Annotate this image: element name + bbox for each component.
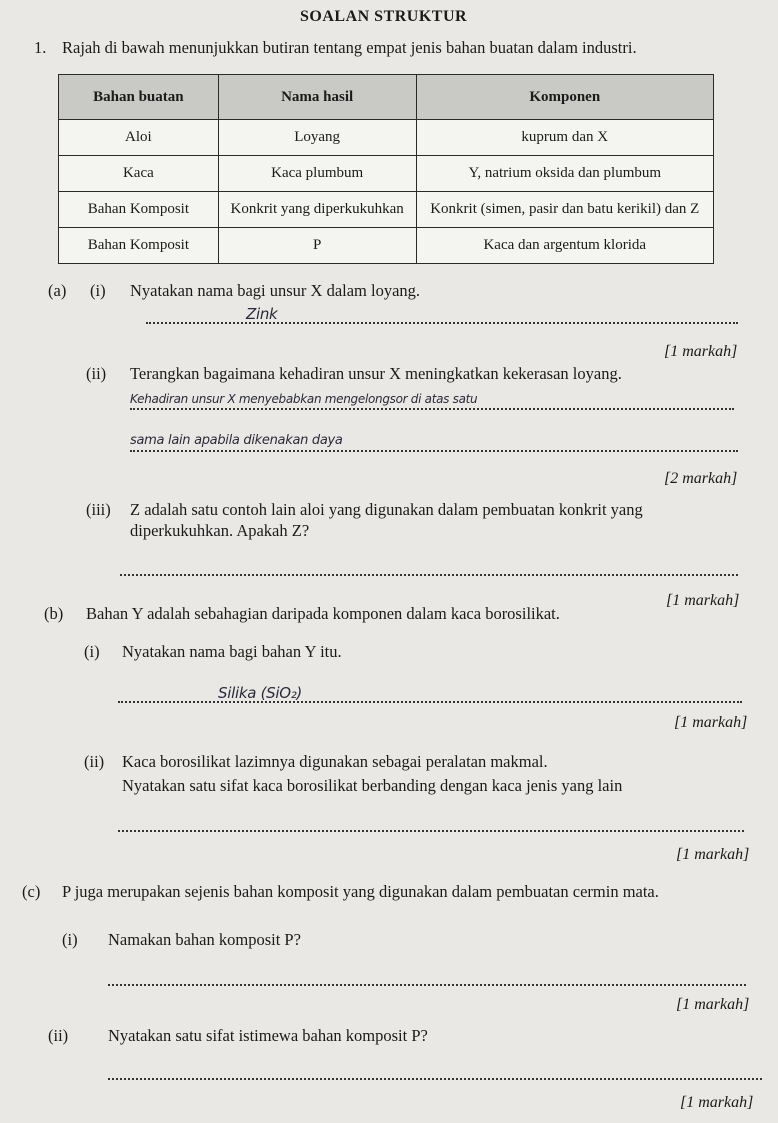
part-c-ii-label: (ii): [48, 1026, 69, 1045]
part-b-i-answer: Silika (SiO₂): [218, 684, 302, 702]
marks-label: [1 markah]: [666, 592, 740, 609]
part-c-label: (c): [22, 882, 41, 901]
marks-label: [1 markah]: [676, 846, 750, 863]
part-a-i-label: (i): [90, 281, 106, 300]
part-b-i-label: (i): [84, 642, 100, 661]
part-c-i-label: (i): [62, 930, 78, 949]
part-a-i-answer: Zink: [246, 305, 278, 323]
table-header-row: [59, 75, 714, 120]
marks-label: [2 markah]: [664, 470, 738, 487]
part-a-iii-question-line-2: diperkukuhkan. Apakah Z?: [130, 521, 310, 540]
table-cell: Aloi: [59, 120, 219, 156]
answer-line[interactable]: [130, 408, 734, 410]
marks-label: [1 markah]: [676, 996, 750, 1013]
part-c-i-question: Namakan bahan komposit P?: [108, 930, 301, 949]
part-a-ii-label: (ii): [86, 364, 107, 383]
materials-table: [58, 74, 714, 264]
answer-line[interactable]: [108, 984, 746, 986]
answer-line[interactable]: [118, 701, 742, 703]
part-b-ii-question-line-2: Nyatakan satu sifat kaca borosilikat berbanding dengan kaca jenis yang lain: [122, 776, 623, 795]
marks-label: [1 markah]: [674, 714, 748, 731]
table-cell: Konkrit (simen, pasir dan batu kerikil) dan Z: [416, 192, 713, 228]
table-cell: Loyang: [218, 120, 416, 156]
question-intro: Rajah di bawah menunjukkan butiran tentang empat jenis bahan buatan dalam industri.: [62, 38, 637, 57]
table-cell: kuprum dan X: [416, 120, 713, 156]
table-row: [59, 228, 714, 264]
column-header: Bahan buatan: [59, 75, 219, 120]
part-a-ii-question: Terangkan bagaimana kehadiran unsur X meningkatkan kekerasan loyang.: [130, 364, 622, 383]
answer-line[interactable]: [118, 830, 744, 832]
part-a-ii-answer-line-1: Kehadiran unsur X menyebabkan mengelongsor di atas satu: [130, 392, 478, 406]
marks-label: [1 markah]: [680, 1094, 754, 1111]
part-a-i-question: Nyatakan nama bagi unsur X dalam loyang.: [130, 281, 421, 300]
table-cell: Y, natrium oksida dan plumbum: [416, 156, 713, 192]
table-cell: Kaca plumbum: [218, 156, 416, 192]
part-b-ii-question-line-1: Kaca borosilikat lazimnya digunakan sebagai peralatan makmal.: [122, 752, 548, 771]
answer-line[interactable]: [108, 1078, 762, 1080]
part-a-label: (a): [48, 281, 67, 300]
part-c-ii-question: Nyatakan satu sifat istimewa bahan komposit P?: [108, 1026, 428, 1045]
table-cell: Kaca dan argentum klorida: [416, 228, 713, 264]
answer-line[interactable]: [146, 322, 738, 324]
table-cell: Bahan Komposit: [59, 192, 219, 228]
table-cell: Konkrit yang diperkukuhkan: [218, 192, 416, 228]
part-b-i-question: Nyatakan nama bagi bahan Y itu.: [122, 642, 342, 661]
column-header: Nama hasil: [218, 75, 416, 120]
table-row: [59, 120, 714, 156]
table-cell: P: [218, 228, 416, 264]
page-title: SOALAN STRUKTUR: [300, 8, 468, 25]
part-b-ii-label: (ii): [84, 752, 105, 771]
part-a-iii-label: (iii): [86, 500, 111, 519]
marks-label: [1 markah]: [664, 343, 738, 360]
answer-line[interactable]: [120, 574, 738, 576]
column-header: Komponen: [416, 75, 713, 120]
part-a-iii-question-line-1: Z adalah satu contoh lain aloi yang digunakan dalam pembuatan konkrit yang: [130, 500, 643, 519]
table-cell: Bahan Komposit: [59, 228, 219, 264]
question-number: 1.: [34, 38, 47, 57]
part-b-label: (b): [44, 604, 64, 623]
table-cell: Kaca: [59, 156, 219, 192]
part-a-ii-answer-line-2: sama lain apabila dikenakan daya: [130, 433, 343, 448]
table-row: [59, 156, 714, 192]
answer-line[interactable]: [130, 450, 738, 452]
part-b-intro: Bahan Y adalah sebahagian daripada komponen dalam kaca borosilikat.: [86, 604, 560, 623]
table-row: [59, 192, 714, 228]
part-c-intro: P juga merupakan sejenis bahan komposit yang digunakan dalam pembuatan cermin mata.: [62, 882, 659, 901]
